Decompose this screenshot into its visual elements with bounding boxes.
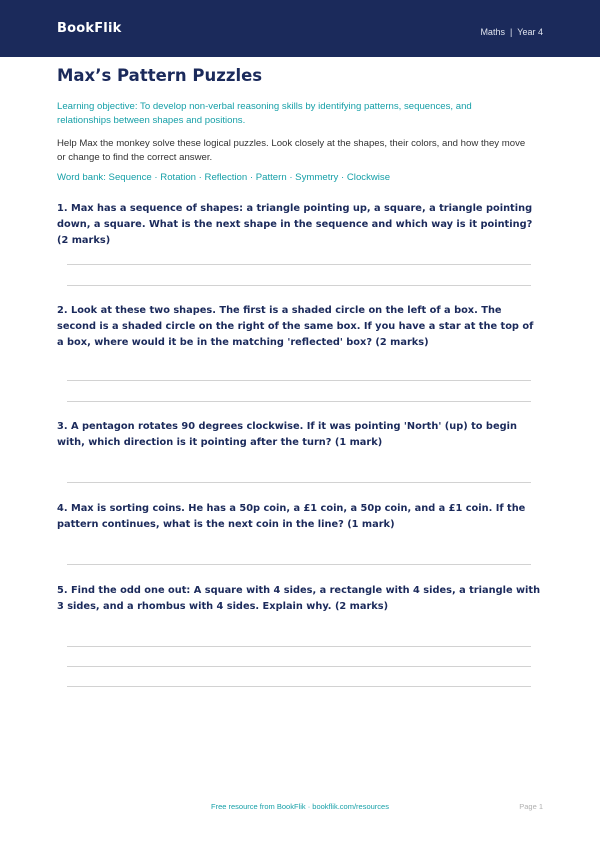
brand-logo-text[interactable]: BookFlik bbox=[57, 21, 122, 36]
answer-line[interactable] bbox=[67, 264, 531, 265]
page-title: Max’s Pattern Puzzles bbox=[57, 66, 263, 85]
question-1: 1. Max has a sequence of shapes: a triangle pointing up, a square, a triangle pointing down, a square. What is the next shape in the sequence and which way is it pointing? (2 marks) bbox=[57, 203, 533, 246]
learning-objective: Learning objective: To develop non-verbal reasoning skills by identifying patterns, sequences, and relationships between shapes and positions. bbox=[57, 101, 472, 126]
answer-line[interactable] bbox=[67, 380, 531, 381]
subject-label: Maths bbox=[480, 27, 505, 37]
header-bar bbox=[0, 0, 600, 57]
intro-text: Help Max the monkey solve these logical puzzles. Look closely at the shapes, their colors, and how they move or change to find the correct answer. bbox=[57, 138, 526, 163]
question-3: 3. A pentagon rotates 90 degrees clockwise. If it was pointing 'North' (up) to begin with, which direction is it pointing after the turn? (1 mark) bbox=[57, 421, 517, 448]
separator: | bbox=[509, 27, 513, 37]
subject-year-label bbox=[480, 27, 543, 37]
word-bank: Word bank: Sequence · Rotation · Reflection · Pattern · Symmetry · Clockwise bbox=[57, 172, 391, 183]
footer-credit: Free resource from BookFlik · bookflik.com/resources bbox=[211, 802, 389, 811]
answer-line[interactable] bbox=[67, 564, 531, 565]
answer-line[interactable] bbox=[67, 646, 531, 647]
answer-line[interactable] bbox=[67, 401, 531, 402]
answer-line[interactable] bbox=[67, 686, 531, 687]
question-4: 4. Max is sorting coins. He has a 50p coin, a £1 coin, a 50p coin, and a £1 coin. If the pattern continues, what is the next coin in the line? (1 mark) bbox=[57, 503, 526, 530]
question-2: 2. Look at these two shapes. The first is a shaded circle on the left of a box. The second is a shaded circle on the right of the same box. If you have a star at the top of a box, where would it be in the matching 'reflected' box? (2 marks) bbox=[57, 305, 534, 348]
page-number: Page 1 bbox=[519, 802, 543, 811]
year-label: Year 4 bbox=[517, 27, 543, 37]
answer-line[interactable] bbox=[67, 285, 531, 286]
answer-line[interactable] bbox=[67, 482, 531, 483]
answer-line[interactable] bbox=[67, 666, 531, 667]
question-5: 5. Find the odd one out: A square with 4 sides, a rectangle with 4 sides, a triangle with 3 sides, and a rhombus with 4 sides. Explain why. (2 marks) bbox=[57, 585, 541, 612]
